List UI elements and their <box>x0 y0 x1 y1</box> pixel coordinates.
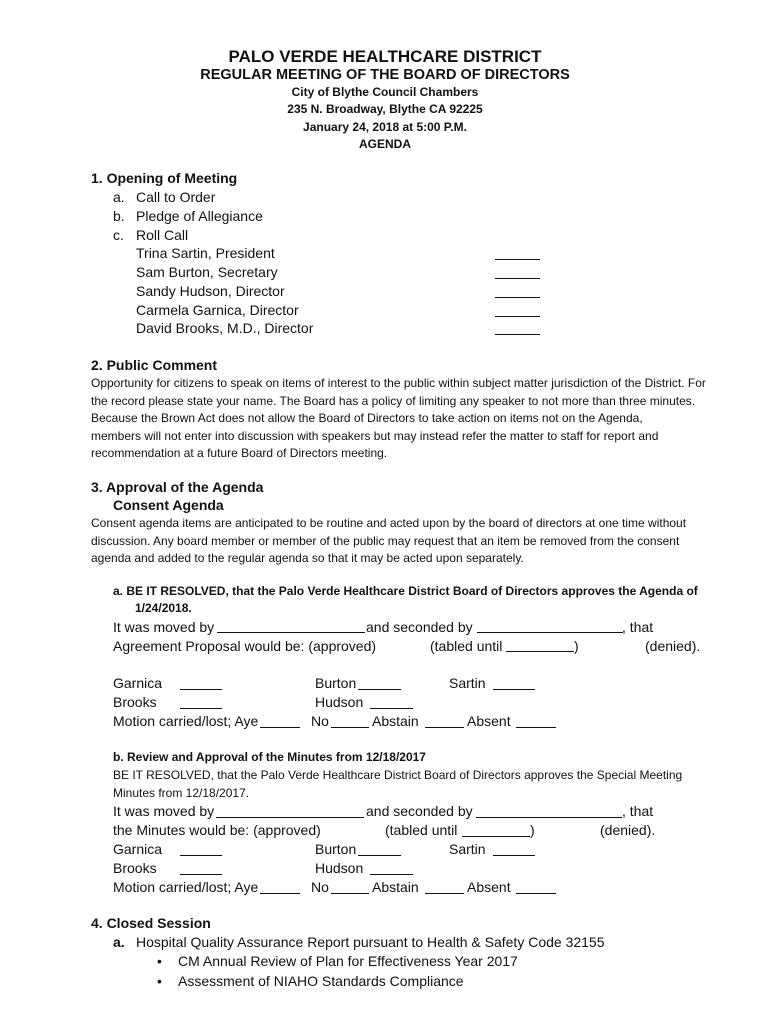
motion-aye-label: Motion carried/lost; Aye <box>113 879 259 895</box>
paragraph-line: Opportunity for citizens to speak on items of interest to the public within subject matter jurisdiction of the District. For <box>91 376 706 390</box>
section-1-heading: 1. Opening of Meeting <box>91 170 238 186</box>
denied-label: (denied). <box>645 638 701 654</box>
that-label: , that <box>622 803 654 819</box>
motion-absent-blank[interactable] <box>516 893 556 894</box>
resolution-agenda-title: a. BE IT RESOLVED, that the Palo Verde Healthcare District Board of Directors approves the Agenda of <box>113 584 698 598</box>
paragraph-line: Because the Brown Act does not allow the Board of Directors to take action on items not on the Agenda, <box>91 411 643 425</box>
seconded-by-blank[interactable] <box>476 817 622 818</box>
vote-brooks-blank[interactable] <box>180 874 222 875</box>
vote-sartin-blank[interactable] <box>493 855 535 856</box>
tabled-close-paren: ) <box>574 638 579 654</box>
vote-sartin-label: Sartin <box>449 675 486 691</box>
item-letter: a. <box>113 934 125 950</box>
vote-sartin-label: Sartin <box>449 841 486 857</box>
paragraph-line: the record please state your name. The Board has a policy of limiting any speaker to not more than three minutes. <box>91 393 696 408</box>
motion-abstain-label: Abstain <box>372 879 419 895</box>
vote-burton-label: Burton <box>315 675 357 691</box>
roll-call-blank[interactable] <box>495 316 540 317</box>
minutes-resolution-line: BE IT RESOLVED, that the Palo Verde Healthcare District Board of Directors approves the Special Meeting <box>113 768 683 782</box>
paragraph-line: agenda and added to the regular agenda so that it may be acted upon separately. <box>91 551 524 565</box>
call-to-order: Call to Order <box>136 189 216 205</box>
consent-agenda-heading: Consent Agenda <box>113 497 224 513</box>
meeting-datetime: January 24, 2018 at 5:00 P.M. <box>303 120 467 134</box>
vote-burton-blank[interactable] <box>358 855 401 856</box>
motion-aye-label: Motion carried/lost; Aye <box>113 713 259 729</box>
roll-call-blank[interactable] <box>495 334 540 335</box>
bullet-icon: • <box>157 973 162 989</box>
vote-garnica-label: Garnica <box>113 675 163 691</box>
item-letter: c. <box>113 227 124 243</box>
seconded-by-label: and seconded by <box>366 803 473 819</box>
meeting-address: 235 N. Broadway, Blythe CA 92225 <box>287 102 483 116</box>
moved-by-blank[interactable] <box>216 817 364 818</box>
paragraph-line: Consent agenda items are anticipated to be routine and acted upon by the board of directors at one time without <box>91 516 687 530</box>
tabled-until-label: (tabled until <box>430 638 503 654</box>
tabled-until-label: (tabled until <box>385 822 458 838</box>
resolution-agenda-date: 1/24/2018. <box>135 601 192 615</box>
roll-call-member: Sandy Hudson, Director <box>136 283 285 299</box>
section-3-heading: 3. Approval of the Agenda <box>91 479 264 495</box>
motion-aye-blank[interactable] <box>260 893 300 894</box>
seconded-by-label: and seconded by <box>366 619 473 635</box>
roll-call-blank[interactable] <box>495 278 540 279</box>
that-label: , that <box>622 619 654 635</box>
denied-label: (denied). <box>600 822 656 838</box>
vote-hudson-label: Hudson <box>315 694 364 710</box>
public-comment-text <box>91 375 706 463</box>
moved-by-blank[interactable] <box>217 632 365 633</box>
pledge-of-allegiance: Pledge of Allegiance <box>136 208 263 224</box>
motion-abstain-label: Abstain <box>372 713 419 729</box>
district-title: PALO VERDE HEALTHCARE DISTRICT <box>228 47 542 66</box>
meeting-venue: City of Blythe Council Chambers <box>291 85 479 99</box>
bullet-icon: • <box>157 953 162 969</box>
vote-garnica-blank[interactable] <box>180 855 222 856</box>
vote-sartin-blank[interactable] <box>493 689 535 690</box>
closed-session-bullet-item: CM Annual Review of Plan for Effectiveness Year 2017 <box>178 953 518 969</box>
motion-absent-label: Absent <box>467 713 511 729</box>
vote-hudson-blank[interactable] <box>370 708 413 709</box>
motion-abstain-blank[interactable] <box>425 727 464 728</box>
roll-call-member: Sam Burton, Secretary <box>136 264 278 280</box>
agenda-label: AGENDA <box>358 137 411 151</box>
motion-absent-label: Absent <box>467 879 511 895</box>
moved-by-label: It was moved by <box>113 803 215 819</box>
motion-abstain-blank[interactable] <box>425 893 464 894</box>
motion-absent-blank[interactable] <box>516 727 556 728</box>
roll-call-member: Trina Sartin, President <box>136 245 275 261</box>
motion-aye-blank[interactable] <box>260 727 300 728</box>
vote-brooks-label: Brooks <box>113 694 157 710</box>
quality-assurance-report: Hospital Quality Assurance Report pursuant to Health & Safety Code 32155 <box>136 934 605 950</box>
minutes-approval-title: b. Review and Approval of the Minutes from 12/18/2017 <box>113 750 426 764</box>
seconded-by-blank[interactable] <box>477 632 623 633</box>
section-2-heading: 2. Public Comment <box>91 357 218 373</box>
vote-burton-blank[interactable] <box>358 689 401 690</box>
item-letter: b. <box>113 208 125 224</box>
meeting-title: REGULAR MEETING OF THE BOARD OF DIRECTORS <box>200 67 570 83</box>
item-letter: a. <box>113 189 125 205</box>
tabled-until-blank[interactable] <box>506 651 574 652</box>
motion-no-label: No <box>311 879 329 895</box>
roll-call-blank[interactable] <box>495 259 540 260</box>
tabled-until-blank[interactable] <box>462 836 530 837</box>
tabled-close-paren: ) <box>530 822 535 838</box>
paragraph-line: members will not enter into discussion with speakers but may instead refer the matter to staff for report and <box>91 428 659 443</box>
paragraph-line: recommendation at a future Board of Directors meeting. <box>91 446 388 460</box>
vote-hudson-blank[interactable] <box>370 874 413 875</box>
motion-no-label: No <box>311 713 329 729</box>
motion-no-blank[interactable] <box>331 893 369 894</box>
vote-brooks-blank[interactable] <box>180 708 222 709</box>
closed-session-bullet-item: Assessment of NIAHO Standards Compliance <box>178 973 464 989</box>
minutes-resolution-line: Minutes from 12/18/2017. <box>113 786 250 800</box>
paragraph-line: discussion. Any board member or member of the public may request that an item be removed from the consent <box>91 533 680 548</box>
minutes-approved-label: the Minutes would be: (approved) <box>113 822 321 838</box>
consent-agenda-text <box>91 515 686 568</box>
roll-call-member: David Brooks, M.D., Director <box>136 320 314 336</box>
roll-call: Roll Call <box>136 227 189 243</box>
roll-call-member: Carmela Garnica, Director <box>136 302 299 318</box>
roll-call-blank[interactable] <box>495 297 540 298</box>
vote-garnica-blank[interactable] <box>180 689 222 690</box>
moved-by-label: It was moved by <box>113 619 215 635</box>
vote-garnica-label: Garnica <box>113 841 163 857</box>
agreement-proposal-label: Agreement Proposal would be: (approved) <box>113 638 377 654</box>
vote-burton-label: Burton <box>315 841 357 857</box>
vote-brooks-label: Brooks <box>113 860 157 876</box>
section-4-heading: 4. Closed Session <box>91 915 211 931</box>
vote-hudson-label: Hudson <box>315 860 364 876</box>
motion-no-blank[interactable] <box>331 727 369 728</box>
